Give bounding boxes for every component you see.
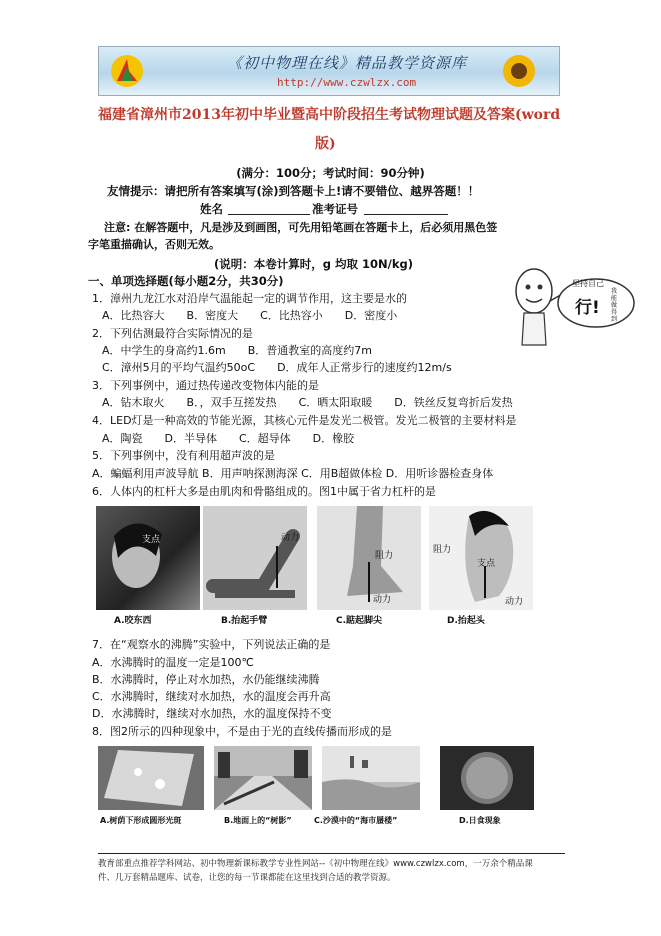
fig2-caption-b: B.地面上的“树影” [224,816,292,825]
document-title-line1: 福建省漳州市2013年初中毕业暨高中阶段招生考试物理试题及答案(word [98,107,561,123]
fig1-photo-d [429,506,533,610]
q8-stem: 8．图2所示的四种现象中，不是由于光的直线传播而形成的是 [92,725,392,738]
mascot-big-text: 行! [575,298,600,318]
fig1-photo-c [317,506,421,610]
banner-title: 《初中物理在线》精品教学资源库 [227,54,468,72]
fig2-photo-c [322,746,420,810]
exam-number-blank [364,214,448,215]
fig2-photo-d [440,746,534,810]
fig1-caption-a: A.咬东西 [114,616,152,626]
q2-stem: 2．下列估测最符合实际情况的是 [92,327,253,340]
q4-stem: 4．LED灯是一种高效的节能光源，其核心元件是发光二极管。发光二极管的主要材料是 [92,414,517,427]
fig2-photo-a [98,746,204,810]
fig1-c-label-force: 动力 [373,595,392,605]
fig1-photo-a [96,506,200,610]
fig2-caption-c: C.沙漠中的“海市蜃楼” [314,816,398,825]
footer-line1: 教育部重点推荐学科网站、初中物理新课标教学专业性网站--《初中物理在线》www.czwlzx.com，一万余个精品课 [98,859,533,869]
q1-options: A．比热容大 B．密度大 C．比热容小 D．密度小 [102,309,398,322]
mascot-small-text: 我能做得到 [611,288,618,323]
q7-stem: 7．在“观察水的沸腾”实验中，下列说法正确的是 [92,638,331,651]
q2-options-ab: A．中学生的身高约1.6m B．普通教室的高度约7m [102,344,372,357]
footer-line2: 件、几万套精品题库、试卷，让您的每一节课都能在这里找到合适的教学资源。 [98,873,396,883]
banner-url[interactable]: http://www.czwlzx.com [277,76,417,89]
q5-stem: 5．下列事例中，没有利用超声波的是 [92,449,275,462]
fig1-photo-b [203,506,307,610]
document-title-line2: 版) [315,136,336,152]
q1-stem: 1．漳州九龙江水对沿岸气温能起一定的调节作用，这主要是水的 [92,292,407,305]
q7-option-b: B．水沸腾时，停止对水加热，水仍能继续沸腾 [92,673,320,686]
fig2-photo-b [214,746,312,810]
fig1-b-label-force: 动力 [281,533,300,543]
q3-stem: 3．下列事例中，通过热传递改变物体内能的是 [92,379,319,392]
fig1-c-label-resist: 阻力 [375,551,394,561]
header-banner [98,46,560,96]
name-blank [228,214,310,215]
name-label: 姓名 [200,202,223,216]
fig1-d-label-force: 动力 [505,597,524,607]
fig1-d-label-resist: 阻力 [433,545,452,555]
q4-options: A．陶瓷 D．半导体 C．超导体 D．橡胶 [102,432,355,445]
q7-option-a: A．水沸腾时的温度一定是100℃ [92,656,254,669]
fig1-caption-c: C.踮起脚尖 [336,616,383,626]
fig2-caption-d: D.日食现象 [459,816,501,825]
fig1-caption-b: B.抬起手臂 [221,616,268,626]
sunflower-icon [497,49,541,93]
q2-options-cd: C．漳州5月的平均气温约50oC D．成年人正常步行的速度约12m/s [102,361,452,374]
exam-number-label: 准考证号 [312,202,358,216]
fig2-caption-a: A.树荫下形成圆形光斑 [100,816,182,825]
q7-option-c: C．水沸腾时，继续对水加热，水的温度会再升高 [92,690,331,703]
q3-options: A．钻木取火 B．，双手互搓发热 C．晒太阳取暖 D．铁丝反复弯折后发热 [102,396,513,409]
footer-divider [98,853,565,854]
fig1-caption-d: D.抬起头 [447,616,485,626]
section-title: 一、单项选择题(每小题2分，共30分) [88,274,284,288]
q7-option-d: D．水沸腾时，继续对水加热，水的温度保持不变 [92,707,332,720]
q6-stem: 6．人体内的杠杆大多是由肌肉和骨骼组成的。图1中属于省力杠杆的是 [92,485,436,498]
fig1-d-label-fulcrum: 支点 [477,559,496,569]
score-info: (满分：100分；考试时间：90分钟) [236,166,425,180]
calc-note: (说明：本卷计算时，g 均取 10N/kg) [214,257,413,271]
reminder: 友情提示：请把所有答案填写(涂)到答题卡上!请不要错位、越界答题！！ [107,184,480,198]
site-logo-icon [109,53,145,89]
notice-line2: 字笔重描确认，否则无效。 [88,238,220,251]
fig1-a-label-fulcrum: 支点 [142,535,161,545]
notice-line1: 注意: 在解答题中，凡是涉及到画图，可先用铅笔画在答题卡上，后必须用黑色签 [104,221,498,234]
q5-options: A．蝙蝠利用声波导航 B．用声呐探测海深 C．用B超做体检 D．用听诊器检查身体 [92,467,494,480]
mascot-text: 坚持自己 [572,279,604,288]
